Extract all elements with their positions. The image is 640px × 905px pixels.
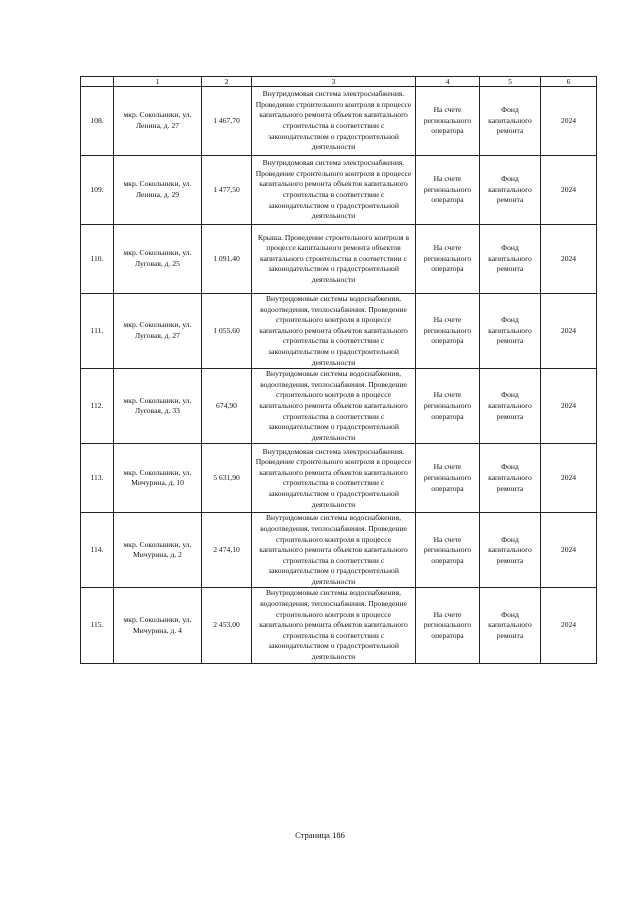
row-number: 108. <box>81 87 114 156</box>
table-row <box>81 588 597 663</box>
row-number: 113. <box>81 444 114 513</box>
table-row <box>81 156 597 225</box>
row-number: 115. <box>81 588 114 663</box>
work-description-cell: Внутридомовая система электроснабжения. Проведение строительного контроля в процессе капитального ремонта объектов капитального строительства в соответствии с законодательством о градостроительной деятельности <box>252 87 416 156</box>
row-number: 111. <box>81 294 114 369</box>
table-row <box>81 513 597 588</box>
work-description-cell: Внутридомовые системы водоснабжения, водоотведения, теплоснабжения. Проведение строительного контроля в процессе капитального ремонта объектов капитального строительства в соответствии с законодательством о градостроительной деятельности <box>252 294 416 369</box>
header-cell: 4 <box>416 77 480 87</box>
row-number: 112. <box>81 369 114 444</box>
address-cell: мкр. Сокольники, ул. Луговая, д. 33 <box>114 369 202 444</box>
work-description-cell: Внутридомовая система электроснабжения. Проведение строительного контроля в процессе капитального ремонта объектов капитального строительства в соответствии с законодательством о градостроительной деятельности <box>252 444 416 513</box>
funding-source-cell: Фонд капитального ремонта <box>480 444 541 513</box>
address-cell: мкр. Сокольники, ул. Мичурина, д. 10 <box>114 444 202 513</box>
header-cell: 6 <box>541 77 597 87</box>
fund-method-cell: На счете регионального оператора <box>416 369 480 444</box>
row-number: 114. <box>81 513 114 588</box>
work-description-cell: Внутридомовые системы водоснабжения, водоотведения, теплоснабжения. Проведение строительного контроля в процессе капитального ремонта объектов капитального строительства в соответствии с законодательством о градостроительной деятельности <box>252 513 416 588</box>
table-row <box>81 444 597 513</box>
address-cell: мкр. Сокольники, ул. Луговая, д. 25 <box>114 225 202 294</box>
year-cell: 2024 <box>541 87 597 156</box>
year-cell: 2024 <box>541 588 597 663</box>
funding-source-cell: Фонд капитального ремонта <box>480 369 541 444</box>
header-row <box>81 77 597 87</box>
fund-method-cell: На счете регионального оператора <box>416 588 480 663</box>
header-cell <box>81 77 114 87</box>
row-number: 110. <box>81 225 114 294</box>
work-description-cell: Внутридомовые системы водоснабжения, водоотведения, теплоснабжения. Проведение строительного контроля в процессе капитального ремонта объектов капитального строительства в соответствии с законодательством о градостроительной деятельности <box>252 369 416 444</box>
fund-method-cell: На счете регионального оператора <box>416 444 480 513</box>
funding-source-cell: Фонд капитального ремонта <box>480 156 541 225</box>
area-cell: 1 091,40 <box>202 225 252 294</box>
address-cell: мкр. Сокольники, ул. Ленина, д. 27 <box>114 87 202 156</box>
area-cell: 1 055,60 <box>202 294 252 369</box>
table-row <box>81 225 597 294</box>
work-description-cell: Крыша. Проведение строительного контроля в процессе капитального ремонта объектов капитального строительства в соответствии с законодательством о градостроительной деятельности <box>252 225 416 294</box>
work-description-cell: Внутридомовые системы водоснабжения, водоотведения, теплоснабжения. Проведение строительного контроля в процессе капитального ремонта объектов капитального строительства в соответствии с законодательством о градостроительной деятельности <box>252 588 416 663</box>
funding-source-cell: Фонд капитального ремонта <box>480 225 541 294</box>
table-row <box>81 369 597 444</box>
area-cell: 2 474,10 <box>202 513 252 588</box>
table-row <box>81 87 597 156</box>
fund-method-cell: На счете регионального оператора <box>416 513 480 588</box>
header-cell: 2 <box>202 77 252 87</box>
year-cell: 2024 <box>541 513 597 588</box>
header-cell: 1 <box>114 77 202 87</box>
year-cell: 2024 <box>541 444 597 513</box>
area-cell: 5 631,90 <box>202 444 252 513</box>
header-cell: 3 <box>252 77 416 87</box>
funding-source-cell: Фонд капитального ремонта <box>480 87 541 156</box>
area-cell: 674,90 <box>202 369 252 444</box>
year-cell: 2024 <box>541 294 597 369</box>
fund-method-cell: На счете регионального оператора <box>416 87 480 156</box>
fund-method-cell: На счете регионального оператора <box>416 225 480 294</box>
address-cell: мкр. Сокольники, ул. Мичурина, д. 4 <box>114 588 202 663</box>
work-description-cell: Внутридомовая система электроснабжения. Проведение строительного контроля в процессе капитального ремонта объектов капитального строительства в соответствии с законодательством о градостроительной деятельности <box>252 156 416 225</box>
table-row <box>81 294 597 369</box>
year-cell: 2024 <box>541 369 597 444</box>
row-number: 109. <box>81 156 114 225</box>
capital-repair-table <box>80 76 597 664</box>
area-cell: 2 453,00 <box>202 588 252 663</box>
funding-source-cell: Фонд капитального ремонта <box>480 588 541 663</box>
funding-source-cell: Фонд капитального ремонта <box>480 294 541 369</box>
fund-method-cell: На счете регионального оператора <box>416 156 480 225</box>
funding-source-cell: Фонд капитального ремонта <box>480 513 541 588</box>
year-cell: 2024 <box>541 225 597 294</box>
address-cell: мкр. Сокольники, ул. Ленина, д. 29 <box>114 156 202 225</box>
page-number: Страница 186 <box>295 830 345 840</box>
area-cell: 1 477,50 <box>202 156 252 225</box>
header-cell: 5 <box>480 77 541 87</box>
area-cell: 1 467,70 <box>202 87 252 156</box>
year-cell: 2024 <box>541 156 597 225</box>
address-cell: мкр. Сокольники, ул. Луговая, д. 27 <box>114 294 202 369</box>
fund-method-cell: На счете регионального оператора <box>416 294 480 369</box>
address-cell: мкр. Сокольники, ул. Мичурина, д. 2 <box>114 513 202 588</box>
